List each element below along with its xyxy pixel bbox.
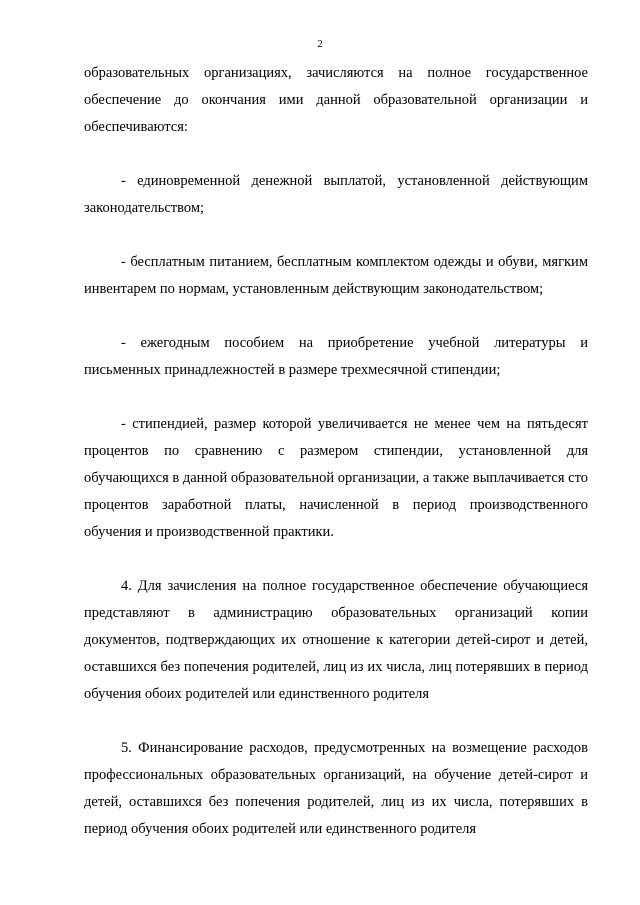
list-item-stipend: - стипендией, размер которой увеличивается не менее чем на пятьдесят процентов по сравнению с размером стипендии, установленной для обучающихся в данной образовательной организации, а также выплачивается сто процентов заработной платы, начисленной в период производственного обучения и производственной практики. bbox=[84, 416, 588, 540]
list-item-annual-allowance: - ежегодным пособием на приобретение учебной литературы и письменных принадлежностей в размере трехмесячной стипендии; bbox=[84, 335, 588, 378]
paragraph-continuation: образовательных организациях, зачисляются на полное государственное обеспечение до окончания ими данной образовательной организации и обеспечиваются: bbox=[84, 65, 588, 135]
document-body bbox=[84, 60, 588, 843]
page-number: 2 bbox=[317, 38, 323, 50]
list-item-free-meals-clothing: - бесплатным питанием, бесплатным комплектом одежды и обуви, мягким инвентарем по нормам, установленным действующим законодательством; bbox=[84, 254, 588, 297]
paragraph-section-4: 4. Для зачисления на полное государственное обеспечение обучающиеся представляют в администрацию образовательных организаций копии документов, подтверждающих их отношение к категории детей-сирот и детей, оставшихся без попечения родителей, лиц из их числа, лиц потерявших в период обучения обоих родителей или единственного родителя bbox=[84, 578, 588, 702]
paragraph-section-5: 5. Финансирование расходов, предусмотренных на возмещение расходов профессиональных образовательных организаций, на обучение детей-сирот и детей, оставшихся без попечения родителей, лиц из их числа, потерявших в период обучения обоих родителей или единственного родителя bbox=[84, 740, 588, 837]
list-item-lump-sum-payment: - единовременной денежной выплатой, установленной действующим законодательством; bbox=[84, 173, 588, 216]
